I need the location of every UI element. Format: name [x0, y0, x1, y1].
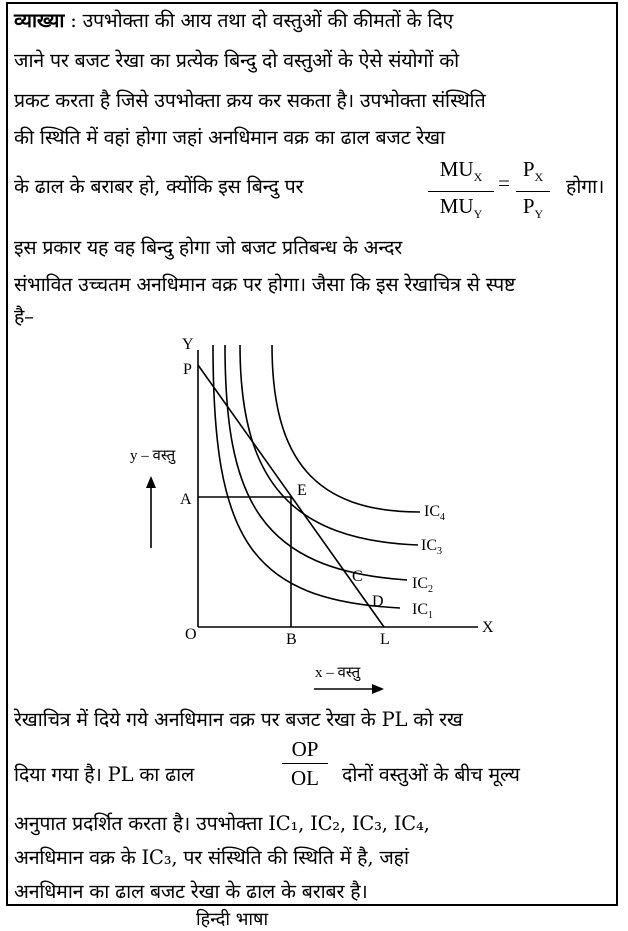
para1-line5-pre: के ढाल के बराबर हो, क्योंकि इस बिन्दु पर	[14, 175, 304, 198]
para2-line5: अनधिमान का ढाल बजट रेखा के ढाल के बराबर है।	[14, 880, 368, 903]
x-axis-label: X	[482, 619, 494, 636]
point-e-label: E	[297, 482, 307, 499]
para1-line8: है–	[14, 305, 34, 328]
slope-op: OP	[291, 737, 319, 761]
point-c-label: C	[352, 568, 363, 585]
formula-p-y: $P_Y$	[522, 194, 544, 222]
y-axis-label: Y	[182, 336, 194, 353]
para1-line3: प्रकट करता है जिसे उपभोक्ता क्रय कर सकता है। उपभोक्ता संस्थिति	[14, 89, 486, 112]
para2-line2-pre: दिया गया है। PL का ढाल	[14, 763, 194, 786]
para1-line5-post: होगा।	[566, 175, 605, 198]
formula-p-x: $P_X$	[522, 157, 544, 185]
point-a-label: A	[180, 491, 192, 508]
para1-line1-text: : उपभोक्ता की आय तथा दो वस्तुओं की कीमतों के दिए	[64, 9, 454, 32]
point-p-label: P	[183, 361, 192, 378]
formula-mu-x: $MU_X$	[439, 157, 483, 185]
ic3-label: $IC_3$	[421, 537, 442, 557]
slope-ol: OL	[291, 766, 319, 790]
para2-line3: अनुपात प्रदर्शित करता है। उपभोक्ता IC₁, IC₂, IC₃, IC₄,	[14, 812, 430, 835]
heading-vyakhya: व्याख्या	[14, 9, 65, 32]
point-l-label: L	[380, 631, 390, 648]
ic3-curve	[240, 345, 418, 545]
x-arrowhead	[372, 684, 384, 694]
point-b-label: B	[286, 631, 297, 648]
ic1-label: $IC_1$	[412, 601, 433, 621]
point-d-label: D	[372, 593, 384, 610]
ic4-label: $IC_4$	[424, 503, 445, 523]
para1-line4: की स्थिति में वहां होगा जहां अनधिमान वक्र का ढाल बजट रेखा	[14, 126, 445, 149]
formula-equals: =	[498, 171, 510, 195]
cut-off-next-line: हिन्दी भाषा	[196, 909, 269, 930]
para1-line6: इस प्रकार यह वह बिन्दु होगा जो बजट प्रतिबन्ध के अन्दर	[14, 236, 403, 259]
para2-line1: रेखाचित्र में दिये गये अनधिमान वक्र पर बजट रेखा के PL को रख	[14, 708, 463, 731]
y-goods-label: y – वस्तु	[130, 448, 176, 464]
para2-line2-post: दोनों वस्तुओं के बीच मूल्य	[342, 763, 520, 786]
origin-label: O	[185, 626, 197, 643]
ic4-curve	[272, 345, 420, 512]
y-arrowhead	[146, 476, 156, 488]
formula-mu-y: $MU_Y$	[439, 194, 483, 222]
ic2-curve	[225, 345, 407, 580]
ic2-label: $IC_2$	[412, 575, 433, 595]
para2-line4: अनधिमान वक्र के IC₃, पर संस्थिति की स्थिति में है, जहां	[14, 846, 409, 869]
para1-line2: जाने पर बजट रेखा का प्रत्येक बिन्दु दो वस्तुओं के ऐसे संयोगों को	[14, 49, 460, 72]
x-goods-label: x – वस्तु	[315, 665, 361, 681]
slope-fraction	[282, 737, 328, 790]
para1-line7: संभावित उच्चतम अनधिमान वक्र पर होगा। जैसा कि इस रेखाचित्र से स्पष्ट	[14, 273, 516, 296]
